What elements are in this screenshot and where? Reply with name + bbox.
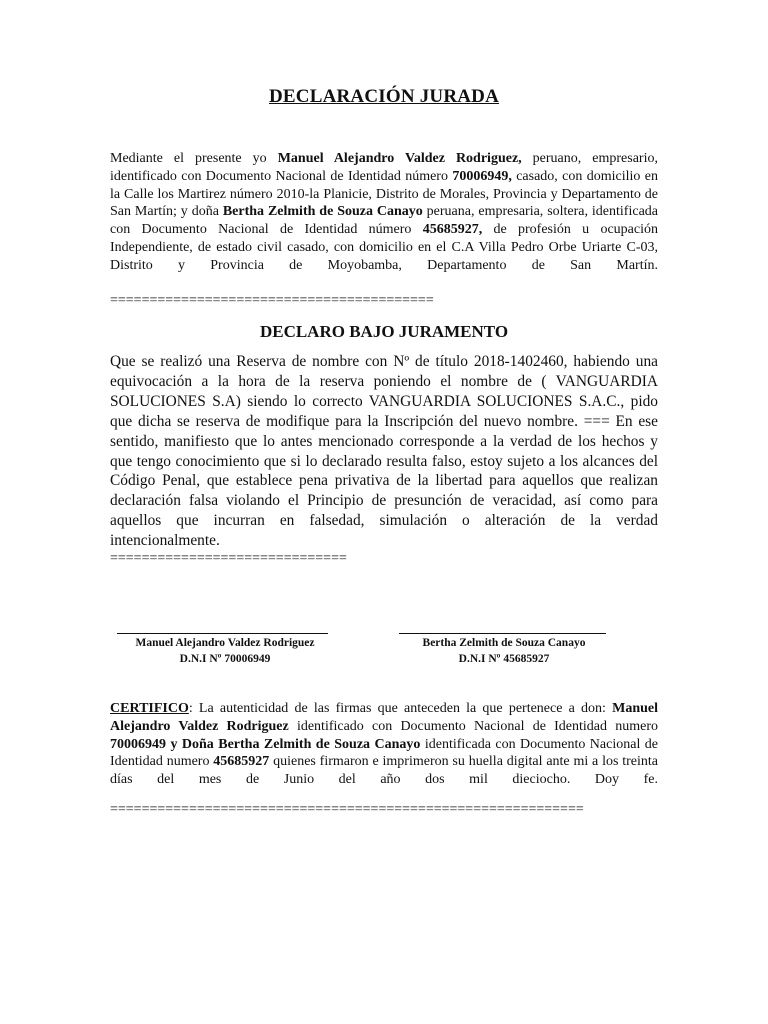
intro-text: casado, con domicilio en la Calle los Martirez número 2010-la Planicie, Distrito de Morales, Provincia y Departamento de San Martín; y doña	[110, 168, 658, 220]
declarant-name-1: Manuel Alejandro Valdez Rodriguez,	[277, 151, 522, 166]
signatory-name-right: Bertha Zelmith de Souza Canayo	[422, 637, 586, 649]
intro-text: Mediante el presente yo	[110, 151, 278, 166]
signatory-dni-right: D.N.I Nº 45685927	[458, 653, 550, 665]
separator-line: =========================================	[110, 294, 434, 308]
signatory-name-left: Manuel Alejandro Valdez Rodriguez	[135, 637, 315, 649]
declaration-body: Que se realizó una Reserva de nombre con Nº de título 2018-1402460, habiendo una equivocación a la hora de la reserva poniendo el nombre de ( VANGUARDIA SOLUCIONES S.A) siendo lo correcto VANGUARDIA SOLUCIONES S.A.C., pido que dicha se reserva de modifique para la Inscripción del nuevo nombre. === En ese sentido, manifiesto que lo antes mencionado corresponde a la verdad de los hechos y que tengo conocimiento que si lo declarado resulta falso, estoy sujeto a los alcances del Código Penal, que establece pena privativa de la libertad para aquellos que realizan declaración falsa violando el Principio de presunción de veracidad, así como para aquellos que incurran en falsedad, simulación o alteración de la verdad intencionalmente.	[110, 353, 658, 550]
intro-text: de profesión u ocupación Independiente, de estado civil casado, con domicilio en el C.A Villa Pedro Orbe Uriarte C-03, Distrito y Provincia de Moyobamba, Departamento de San Martín.	[110, 222, 658, 273]
declarant-dni-1: 70006949,	[452, 168, 512, 184]
certificate-colon: :	[188, 701, 193, 716]
certificate-paragraph	[110, 700, 658, 789]
intro-paragraph	[110, 150, 658, 275]
signature-line-right	[399, 633, 606, 634]
certificate-text: La autenticidad de las firmas que anteceden la que pertenece a don:	[192, 701, 613, 716]
certified-dni-and-name-2: 70006949 y Doña Bertha Zelmith de Souza Canayo	[110, 736, 421, 752]
separator-line: ============================================================	[110, 803, 584, 817]
intro-text: peruano, empresario, identificado con Documento Nacional de Identidad número	[110, 151, 658, 184]
document-title: DECLARACIÓN JURADA	[268, 86, 500, 107]
section-subtitle: DECLARO BAJO JURAMENTO	[259, 322, 509, 341]
certificate-text: quienes firmaron e imprimeron su huella digital ante mi a los treinta días del mes de Junio del año dos mil dieciocho. Doy fe.	[110, 754, 659, 788]
declarant-name-2: Bertha Zelmith de Souza Canayo	[222, 204, 423, 220]
signatory-dni-left: D.N.I Nº 70006949	[179, 653, 271, 665]
signature-line-left	[117, 633, 328, 634]
certified-name-1: Manuel Alejandro Valdez Rodriguez	[110, 701, 658, 734]
intro-text: peruana, empresaria, soltera, identificada con Documento Nacional de Identidad número	[110, 204, 658, 238]
separator-line: ==============================	[110, 552, 347, 566]
certificate-text: identificada con Documento Nacional de Identidad numero	[110, 736, 658, 770]
certificate-text: identificado con Documento Nacional de Identidad numero	[288, 718, 658, 734]
certified-dni-2: 45685927	[213, 754, 270, 770]
certificate-label: CERTIFICO	[110, 701, 189, 716]
declarant-dni-2: 45685927,	[422, 222, 483, 238]
